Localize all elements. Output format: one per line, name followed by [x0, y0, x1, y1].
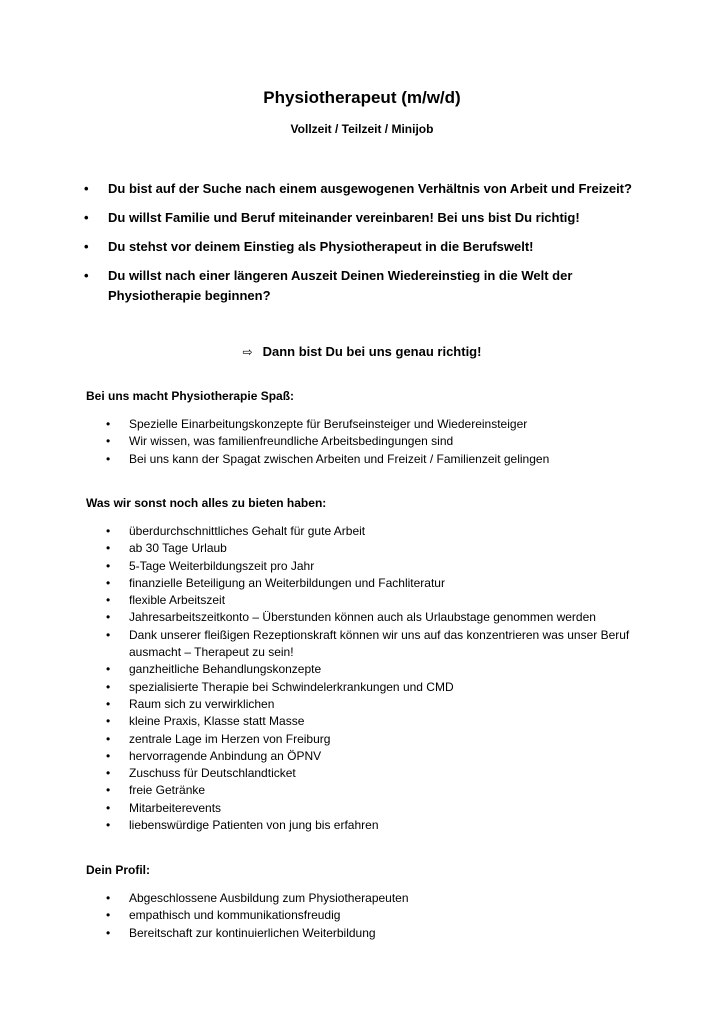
list-item: • Abgeschlossene Ausbildung zum Physiotherapeuten: [106, 890, 666, 907]
cta-text: Dann bist Du bei uns genau richtig!: [262, 344, 482, 359]
bullet-icon: •: [106, 593, 111, 608]
bullet-icon: •: [106, 766, 111, 781]
list-item: • 5-Tage Weiterbildungszeit pro Jahr: [106, 558, 666, 575]
bullet-icon: •: [84, 239, 89, 254]
bullet-icon: •: [106, 731, 111, 746]
section-heading-fun: Bei uns macht Physiotherapie Spaß:: [86, 389, 295, 403]
intro-bullet: • Du bist auf der Suche nach einem ausgewogenen Verhältnis von Arbeit und Freizeit?: [84, 179, 644, 199]
bullet-icon: •: [106, 451, 111, 466]
list-item: • Mitarbeiterevents: [106, 800, 666, 817]
list-item: • ganzheitliche Behandlungskonzepte: [106, 661, 666, 678]
bullet-icon: •: [106, 891, 111, 905]
bullet-icon: •: [106, 679, 111, 694]
list-item: • liebenswürdige Patienten von jung bis erfahren: [106, 817, 666, 834]
bullet-icon: •: [106, 541, 111, 556]
list-item: • Jahresarbeitszeitkonto – Überstunden können auch als Urlaubstage genommen werden: [106, 609, 666, 626]
bullet-icon: •: [106, 800, 111, 815]
bullet-icon: •: [106, 575, 111, 590]
list-item: • Spezielle Einarbeitungskonzepte für Berufseinsteiger und Wiedereinsteiger: [106, 416, 666, 433]
page-title: Physiotherapeut (m/w/d): [263, 88, 461, 107]
list-item: • zentrale Lage im Herzen von Freiburg: [106, 731, 666, 748]
bullet-icon: •: [106, 818, 111, 833]
intro-bullet: • Du willst Familie und Beruf miteinander vereinbaren! Bei uns bist Du richtig!: [84, 208, 644, 228]
list-item: • spezialisierte Therapie bei Schwindelerkrankungen und CMD: [106, 679, 666, 696]
list-item: • Wir wissen, was familienfreundliche Arbeitsbedingungen sind: [106, 433, 666, 450]
list-item: • hervorragende Anbindung an ÖPNV: [106, 748, 666, 765]
list-item: • Bereitschaft zur kontinuierlichen Weiterbildung: [106, 925, 666, 942]
list-item: • empathisch und kommunikationsfreudig: [106, 907, 666, 924]
section-heading-profile: Dein Profil:: [86, 863, 151, 877]
fun-list: [106, 416, 666, 468]
bullet-icon: •: [84, 210, 89, 225]
list-item: • finanzielle Beteiligung an Weiterbildungen und Fachliteratur: [106, 575, 666, 592]
bullet-icon: •: [106, 524, 111, 538]
profile-list: [106, 890, 666, 942]
list-item: • ab 30 Tage Urlaub: [106, 540, 666, 557]
offer-list: [106, 523, 666, 834]
intro-bullet-list: [84, 179, 644, 315]
list-item: • Bei uns kann der Spagat zwischen Arbeiten und Freizeit / Familienzeit gelingen: [106, 451, 666, 468]
list-item: • Zuschuss für Deutschlandticket: [106, 765, 666, 782]
call-to-action: [0, 343, 724, 361]
bullet-icon: •: [106, 783, 111, 798]
list-item: • freie Getränke: [106, 782, 666, 799]
bullet-icon: •: [106, 434, 111, 449]
list-item: • Raum sich zu verwirklichen: [106, 696, 666, 713]
bullet-icon: •: [106, 558, 111, 573]
bullet-icon: •: [106, 908, 111, 923]
arrow-right-icon: ⇨: [242, 345, 253, 359]
page-subtitle: Vollzeit / Teilzeit / Minijob: [290, 122, 434, 136]
list-item: • überdurchschnittliches Gehalt für gute Arbeit: [106, 523, 666, 540]
intro-bullet: • Du willst nach einer längeren Auszeit Deinen Wiedereinstieg in die Welt der Physiotherapie beginnen?: [84, 268, 573, 303]
bullet-icon: •: [106, 662, 111, 677]
bullet-icon: •: [84, 181, 89, 196]
bullet-icon: •: [106, 925, 111, 940]
bullet-icon: •: [106, 610, 111, 625]
list-item: • kleine Praxis, Klasse statt Masse: [106, 713, 666, 730]
list-item: • Dank unserer fleißigen Rezeptionskraft können wir uns auf das konzentrieren was unser Beruf ausmacht – Therapeut zu sein!: [106, 627, 630, 660]
bullet-icon: •: [106, 627, 111, 642]
bullet-icon: •: [106, 748, 111, 763]
bullet-icon: •: [106, 696, 111, 711]
section-heading-offer: Was wir sonst noch alles zu bieten haben:: [86, 496, 327, 510]
bullet-icon: •: [84, 268, 89, 283]
bullet-icon: •: [106, 714, 111, 729]
intro-bullet: • Du stehst vor deinem Einstieg als Physiotherapeut in die Berufswelt!: [84, 237, 644, 257]
list-item: • flexible Arbeitszeit: [106, 592, 666, 609]
bullet-icon: •: [106, 417, 111, 431]
